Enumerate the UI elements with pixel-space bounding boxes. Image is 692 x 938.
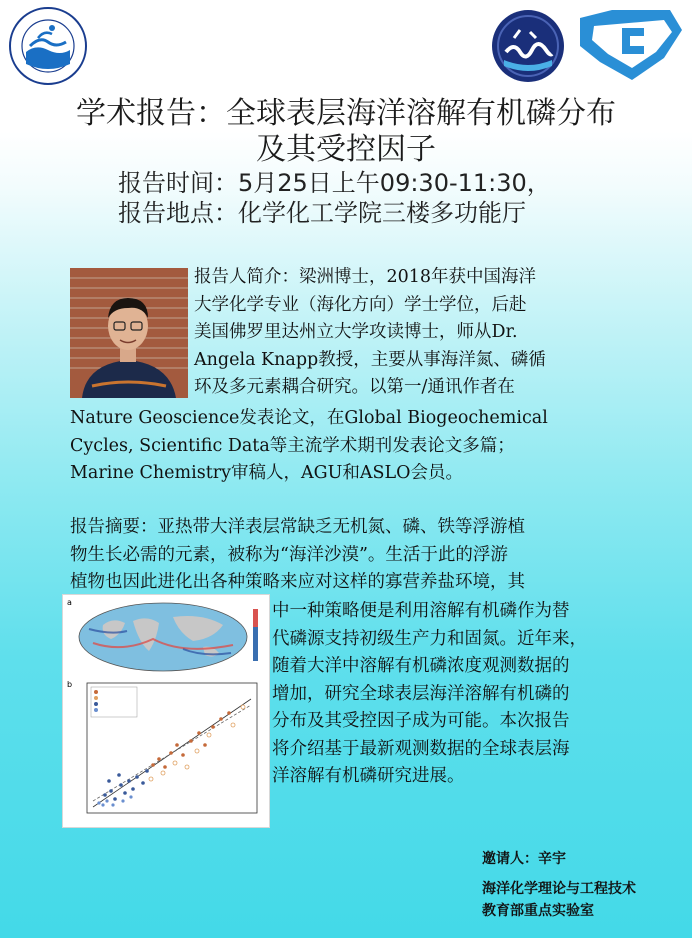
intro-line: Cycles, Scientific Data等主流学术期刊发表论文多篇； — [70, 435, 515, 456]
college-emblem — [490, 8, 566, 84]
abstract-line: 将介绍基于最新观测数据的全球表层海 — [272, 738, 570, 759]
panel-a-label: a — [67, 598, 72, 607]
speaker-photo — [70, 268, 188, 398]
speaker-intro-right — [194, 264, 640, 402]
speaker-intro-full — [70, 405, 650, 488]
abstract-line: 代磷源支持初级生产力和固氮。近年来， — [272, 628, 587, 649]
panel-b-label: b — [67, 680, 73, 689]
abstract-line: 增加，研究全球表层海洋溶解有机磷的 — [272, 683, 570, 704]
abstract-line: 中一种策略便是利用溶解有机磷作为替 — [272, 601, 570, 621]
host-info — [482, 848, 636, 922]
title-line-2: 及其受控因子 — [256, 132, 436, 167]
page-title — [0, 96, 692, 168]
abstract-line: 报告摘要：亚热带大洋表层常缺乏无机氮、磷、铁等浮游植 — [70, 517, 525, 537]
title-line-1: 学术报告：全球表层海洋溶解有机磷分布 — [76, 96, 616, 131]
abstract-full — [70, 514, 650, 597]
abstract-line: 随着大洋中溶解有机磷浓度观测数据的 — [272, 656, 570, 676]
intro-line: Nature Geoscience发表论文，在Global Biogeochemical — [70, 408, 548, 428]
lab-name-line-1: 海洋化学理论与工程技术 — [482, 881, 636, 897]
abstract-line: 分布及其受控因子成为可能。本次报告 — [272, 711, 570, 731]
event-meta — [118, 168, 551, 228]
abstract-line: 洋溶解有机磷研究进展。 — [272, 766, 465, 786]
world-map — [79, 603, 247, 671]
ouc-logo — [8, 6, 88, 86]
research-figure — [62, 594, 270, 828]
event-place: 报告地点：化学化工学院三楼多功能厅 — [118, 199, 526, 227]
intro-line: Angela Knapp教授，主要从事海洋氮、磷循 — [194, 349, 546, 370]
intro-line: 美国佛罗里达州立大学攻读博士，师从Dr. — [194, 322, 518, 342]
intro-line: Marine Chemistry审稿人，AGU和ASLO会员。 — [70, 463, 463, 483]
abstract-right — [272, 598, 652, 791]
intro-line: 报告人简介：梁洲博士，2018年获中国海洋 — [194, 267, 537, 287]
abstract-line: 植物也因此进化出各种策略来应对这样的寡营养盐环境，其 — [70, 572, 525, 592]
abstract-line: 物生长必需的元素，被称为“海洋沙漠”。生活于此的浮游 — [70, 544, 508, 565]
intro-line: 大学化学专业（海化方向）学士学位，后赴 — [194, 294, 527, 315]
intro-line: 环及多元素耦合研究。以第一/通讯作者在 — [194, 377, 515, 397]
lab-name-line-2: 教育部重点实验室 — [482, 903, 594, 919]
event-time: 报告时间：5月25日上午09:30-11:30， — [118, 169, 551, 197]
lab-logo — [574, 6, 686, 84]
inviter: 邀请人：辛宇 — [482, 851, 566, 867]
